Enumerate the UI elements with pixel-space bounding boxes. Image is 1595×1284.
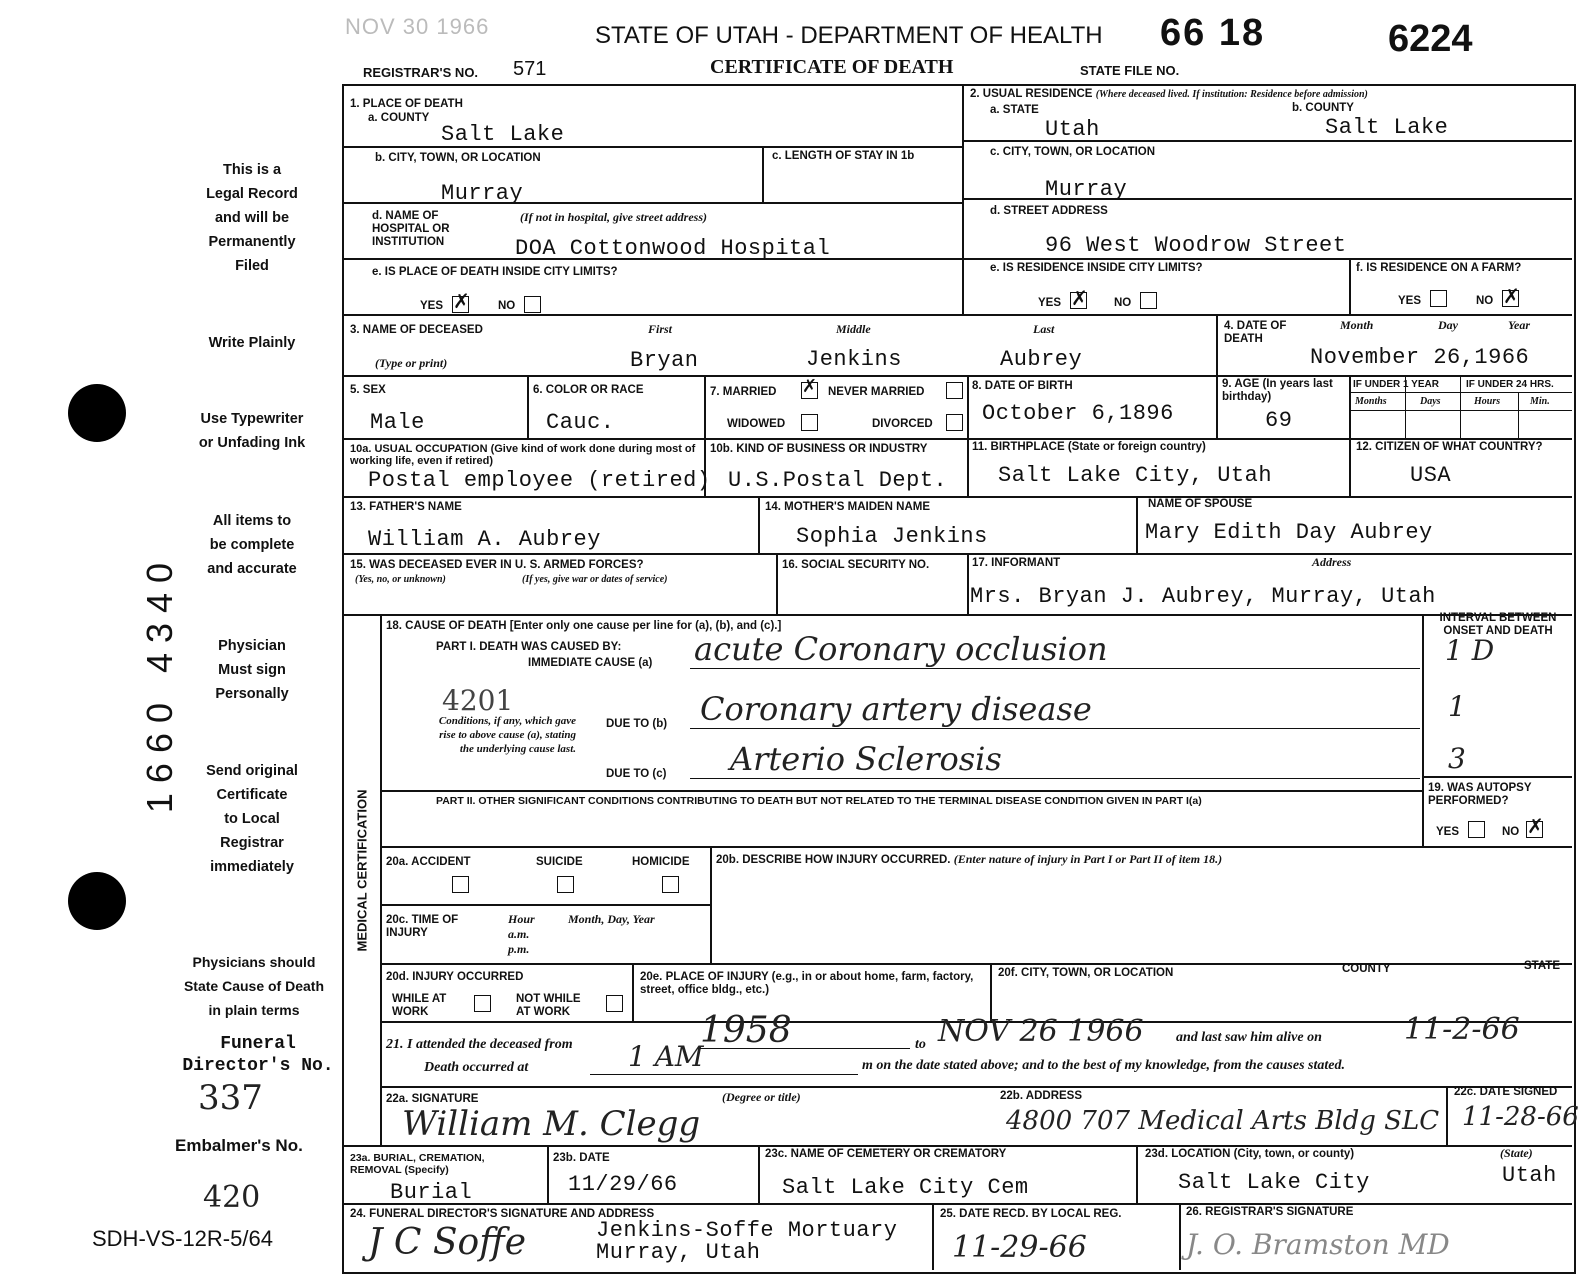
citizenship-label: 12. CITIZEN OF WHAT COUNTRY? [1356, 441, 1543, 453]
due-to-b-label: DUE TO (b) [606, 718, 668, 730]
while-at-work-checkbox[interactable] [474, 995, 491, 1012]
farm-label: f. IS RESIDENCE ON A FARM? [1356, 262, 1522, 274]
hour-label: Hour a.m. p.m. [508, 912, 535, 956]
injury-description-label: 20b. DESCRIBE HOW INJURY OCCURRED. (Enter nature of injury in Part I or Part II of item 18.) [716, 852, 1223, 866]
header-number-1: 66 18 [1160, 12, 1266, 54]
received-stamp: NOV 30 1966 [345, 14, 490, 39]
physician-sign-note: Physician Must sign Personally [215, 638, 289, 702]
never-married-label: NEVER MARRIED [828, 386, 925, 398]
accident-label: 20a. ACCIDENT [386, 856, 471, 868]
spouse-label: NAME OF SPOUSE [1148, 498, 1253, 510]
last-saw-label: and last saw him alive on [1176, 1030, 1322, 1045]
date-received: 11-29-66 [952, 1230, 1087, 1265]
yes-label: YES [1038, 297, 1062, 309]
degree-label: (Degree or title) [722, 1090, 801, 1104]
days-label: Days [1420, 396, 1441, 407]
birthplace-label: 11. BIRTHPLACE (State or foreign country) [972, 441, 1206, 453]
street-address-label: d. STREET ADDRESS [990, 205, 1108, 217]
injury-occurred-label: 20d. INJURY OCCURRED [386, 971, 524, 983]
hospital-name: DOA Cottonwood Hospital [515, 236, 831, 261]
legal-record-note: This is a Legal Record and will be Permanently Filed [206, 162, 298, 274]
death-time: 1 AM [628, 1040, 704, 1073]
mortuary-city: Murray, Utah [596, 1240, 761, 1265]
under-24-hours-label: IF UNDER 24 HRS. [1466, 379, 1554, 390]
mother-label: 14. MOTHER'S MAIDEN NAME [765, 501, 931, 513]
under-one-year-label: IF UNDER 1 YEAR [1353, 379, 1439, 390]
sex-label: 5. SEX [350, 384, 386, 396]
while-at-work-label: WHILE AT WORK [392, 993, 447, 1018]
birthplace: Salt Lake City, Utah [998, 463, 1273, 488]
cemetery-location-label: 23d. LOCATION (City, town, or county) [1145, 1148, 1355, 1160]
knowledge-statement: m on the date stated above; and to the best of my knowledge, from the causes stated. [862, 1058, 1345, 1073]
death-occurred-label: Death occurred at [424, 1060, 529, 1075]
street-address: 96 West Woodrow Street [1045, 233, 1347, 258]
death-city: Murray [441, 181, 524, 206]
vertical-file-number: 1660 4340 [139, 552, 180, 814]
accident-checkbox[interactable] [452, 876, 469, 893]
to-label: to [915, 1037, 926, 1052]
death-county: Salt Lake [441, 122, 565, 147]
residence-state: Utah [1045, 117, 1100, 142]
month-label: Month [1340, 318, 1374, 332]
interval-b: 1 [1448, 690, 1466, 723]
divorced-checkbox[interactable] [946, 414, 963, 431]
form-title: STATE OF UTAH - DEPARTMENT OF HEALTH [595, 22, 1103, 49]
informant-label: 17. INFORMANT [972, 557, 1061, 569]
sex: Male [370, 410, 425, 435]
autopsy-yes-checkbox[interactable] [1468, 821, 1485, 838]
place-of-injury-label: 20e. PLACE OF INJURY (e.g., in or about home, farm, factory, street, office bldg., etc.) [640, 971, 974, 996]
punch-hole-bottom [68, 872, 126, 930]
registrar-signature: J. O. Bramston MD [1186, 1228, 1450, 1261]
disposition: Burial [390, 1180, 473, 1205]
date-of-birth: October 6,1896 [982, 401, 1174, 426]
cemetery: Salt Lake City Cem [782, 1175, 1029, 1200]
part-one-label: PART I. DEATH WAS CAUSED BY: [436, 641, 622, 653]
date-signed: 11-28-66 [1462, 1102, 1579, 1132]
date-signed-label: 22c. DATE SIGNED [1454, 1086, 1558, 1098]
informant: Mrs. Bryan J. Aubrey, Murray, Utah [970, 584, 1436, 609]
physician-signature: William M. Clegg [402, 1104, 701, 1144]
cemetery-state-label: (State) [1500, 1146, 1533, 1160]
residence-state-label: a. STATE [990, 104, 1039, 116]
cemetery-state: Utah [1502, 1163, 1557, 1188]
place-of-death-label: 1. PLACE OF DEATH [350, 98, 463, 110]
father-name: William A. Aubrey [368, 527, 601, 552]
immediate-cause-label: IMMEDIATE CAUSE (a) [528, 657, 653, 669]
divorced-label: DIVORCED [872, 418, 933, 430]
injury-city-label: 20f. CITY, TOWN, OR LOCATION [998, 967, 1174, 979]
attended-label: 21. I attended the deceased from [386, 1037, 573, 1052]
cause-of-death-label: 18. CAUSE OF DEATH [Enter only one cause per line for (a), (b), and (c).] [386, 620, 782, 632]
length-of-stay-label: c. LENGTH OF STAY IN 1b [772, 150, 915, 162]
disposition-date-label: 23b. DATE [553, 1152, 610, 1164]
mother-name: Sophia Jenkins [796, 524, 988, 549]
residence-city-label: c. CITY, TOWN, OR LOCATION [990, 146, 1156, 158]
send-original-note: Send original Certificate to Local Registrar immediately [206, 763, 298, 875]
residence-city-no-checkbox[interactable] [1140, 292, 1157, 309]
first-label: First [648, 322, 673, 336]
not-while-at-work-checkbox[interactable] [606, 995, 623, 1012]
medical-certification-label: MEDICAL CERTIFICATION [354, 789, 370, 952]
armed-forces-note-1: (Yes, no, or unknown) [355, 574, 446, 585]
not-while-at-work-label: NOT WHILE AT WORK [516, 993, 581, 1018]
name-note: (Type or print) [375, 356, 448, 370]
homicide-label: HOMICIDE [632, 856, 690, 868]
suicide-label: SUICIDE [536, 856, 583, 868]
conditions-note: Conditions, if any, which gave rise to above cause (a), stating the underlying cause last. [438, 715, 576, 755]
citizenship: USA [1410, 463, 1452, 488]
ssn-label: 16. SOCIAL SECURITY NO. [782, 559, 930, 571]
no-label: NO [1114, 297, 1132, 309]
time-of-injury-label: 20c. TIME OF INJURY [386, 914, 459, 939]
part-two-label: PART II. OTHER SIGNIFICANT CONDITIONS CONTRIBUTING TO DEATH BUT NOT RELATED TO THE TERMINAL DISEASE CONDITION GIVEN IN PART I(a) [436, 795, 1202, 807]
date-received-label: 25. DATE RECD. BY LOCAL REG. [940, 1208, 1122, 1220]
state-file-label: STATE FILE NO. [1080, 63, 1180, 78]
cemetery-label: 23c. NAME OF CEMETERY OR CREMATORY [765, 1148, 1007, 1160]
no-label: NO [498, 300, 516, 312]
typewriter-note: Use Typewriter or Unfading Ink [198, 411, 306, 451]
cause-code: 4201 [442, 684, 514, 717]
registrar-number: 571 [513, 58, 547, 80]
widowed-checkbox[interactable] [801, 414, 818, 431]
day-label: Day [1438, 318, 1458, 332]
date-of-death: November 26,1966 [1310, 345, 1530, 370]
widowed-label: WIDOWED [727, 418, 786, 430]
business-label: 10b. KIND OF BUSINESS OR INDUSTRY [710, 443, 928, 455]
last-label: Last [1033, 322, 1055, 336]
armed-forces-note-2: (If yes, give war or dates of service) [522, 574, 668, 585]
check-mark-icon: ✗ [1527, 816, 1544, 838]
no-label: NO [1476, 295, 1494, 307]
yes-label: YES [420, 300, 444, 312]
occupation: Postal employee (retired) [368, 468, 711, 493]
age: 69 [1265, 408, 1293, 433]
farm-yes-checkbox[interactable] [1430, 290, 1447, 307]
disposition-date: 11/29/66 [568, 1172, 678, 1197]
residence-city: Murray [1045, 177, 1128, 202]
physician-address-label: 22b. ADDRESS [1000, 1090, 1083, 1102]
first-name: Bryan [630, 348, 699, 373]
hospital-note: (If not in hospital, give street address) [520, 210, 708, 224]
hospital-label: d. NAME OF HOSPITAL OR INSTITUTION [372, 210, 450, 248]
homicide-checkbox[interactable] [662, 876, 679, 893]
registrar-label: REGISTRAR'S NO. [363, 65, 479, 80]
due-to-c-label: DUE TO (c) [606, 768, 667, 780]
hours-label: Hours [1474, 396, 1501, 407]
name-label: 3. NAME OF DECEASED [350, 324, 483, 336]
interval-c: 3 [1448, 742, 1466, 775]
form-number: SDH-VS-12R-5/64 [92, 1226, 273, 1251]
mortuary-name: Jenkins-Soffe Mortuary [596, 1218, 898, 1243]
check-mark-icon: ✗ [1071, 288, 1088, 310]
yes-label: YES [1398, 295, 1422, 307]
attended-to: NOV 26 1966 [938, 1014, 1144, 1049]
year-label: Year [1508, 318, 1530, 332]
check-mark-icon: ✗ [802, 376, 818, 396]
punch-hole-top [68, 384, 126, 442]
married-label: 7. MARRIED [710, 386, 777, 398]
informant-address-label: Address [1312, 555, 1352, 569]
never-married-checkbox[interactable] [946, 382, 963, 399]
no-label: NO [1502, 826, 1520, 838]
embalmer-label: Embalmer's No. [175, 1136, 303, 1155]
signature-label: 22a. SIGNATURE [386, 1093, 479, 1105]
immediate-cause: acute Coronary occlusion [694, 630, 1108, 668]
race-label: 6. COLOR OR RACE [533, 384, 644, 396]
disposition-label: 23a. BURIAL, CREMATION, REMOVAL (Specify) [350, 1152, 485, 1176]
physician-address: 4800 707 Medical Arts Bldg SLC [1006, 1106, 1440, 1136]
injury-state-label: STATE [1524, 960, 1560, 972]
inside-city-label: e. IS PLACE OF DEATH INSIDE CITY LIMITS? [372, 266, 618, 278]
age-label: 9. AGE (In years last birthday) [1222, 378, 1333, 403]
middle-name: Jenkins [806, 347, 902, 372]
injury-county-label: COUNTY [1342, 963, 1391, 975]
race: Cauc. [546, 410, 615, 435]
residence-county: Salt Lake [1325, 115, 1449, 140]
city-label: b. CITY, TOWN, OR LOCATION [375, 152, 541, 164]
registrar-signature-label: 26. REGISTRAR'S SIGNATURE [1186, 1206, 1354, 1218]
cause-b: Coronary artery disease [700, 690, 1092, 728]
last-name: Aubrey [1000, 347, 1083, 372]
cause-c: Arterio Sclerosis [730, 740, 1002, 778]
armed-forces-label: 15. WAS DECEASED EVER IN U. S. ARMED FORCES? [350, 559, 644, 571]
business: U.S.Postal Dept. [728, 468, 948, 493]
check-mark-icon: ✗ [453, 291, 470, 313]
last-saw-date: 11-2-66 [1404, 1012, 1520, 1047]
middle-label: Middle [836, 322, 871, 336]
suicide-checkbox[interactable] [557, 876, 574, 893]
funeral-director-signature: J C Soffe [368, 1222, 527, 1263]
county-label: a. COUNTY [368, 112, 430, 124]
complete-note: All items to be complete and accurate [207, 513, 297, 577]
autopsy-label: 19. WAS AUTOPSY PERFORMED? [1428, 782, 1532, 807]
interval-a: 1 D [1445, 634, 1495, 667]
yes-label: YES [1436, 826, 1460, 838]
physicians-should-note: Physicians should State Cause of Death in plain terms [183, 954, 325, 1018]
date-of-birth-label: 8. DATE OF BIRTH [972, 380, 1073, 392]
usual-residence-label: 2. USUAL RESIDENCE (Where deceased lived. If institution: Residence before admission) [970, 88, 1368, 100]
date-of-death-label: 4. DATE OF DEATH [1224, 320, 1287, 345]
embalmer-number: 420 [203, 1180, 261, 1215]
minutes-label: Min. [1530, 396, 1550, 407]
check-mark-icon: ✗ [1503, 286, 1520, 308]
attended-from: 1958 [700, 1010, 792, 1051]
funeral-director-label: Funeral Director's No. [182, 1034, 334, 1076]
month-day-year-label: Month, Day, Year [568, 912, 655, 926]
residence-inside-city-label: e. IS RESIDENCE INSIDE CITY LIMITS? [990, 262, 1203, 274]
interval-label: INTERVAL BETWEEN ONSET AND DEATH [1439, 612, 1557, 637]
header-number-2: 6224 [1388, 18, 1473, 60]
inside-city-no-checkbox[interactable] [524, 296, 541, 313]
certificate-title: CERTIFICATE OF DEATH [710, 56, 954, 78]
occupation-label: 10a. USUAL OCCUPATION (Give kind of work done during most of working life, even if retired) [350, 443, 696, 467]
father-label: 13. FATHER'S NAME [350, 501, 462, 513]
residence-county-label: b. COUNTY [1292, 102, 1354, 114]
spouse-name: Mary Edith Day Aubrey [1145, 520, 1433, 545]
cemetery-location: Salt Lake City [1178, 1170, 1370, 1195]
months-label: Months [1355, 396, 1387, 407]
funeral-director-number: 337 [198, 1078, 263, 1118]
write-plainly-note: Write Plainly [208, 335, 296, 351]
funeral-director-signature-label: 24. FUNERAL DIRECTOR'S SIGNATURE AND ADDRESS [350, 1208, 655, 1220]
